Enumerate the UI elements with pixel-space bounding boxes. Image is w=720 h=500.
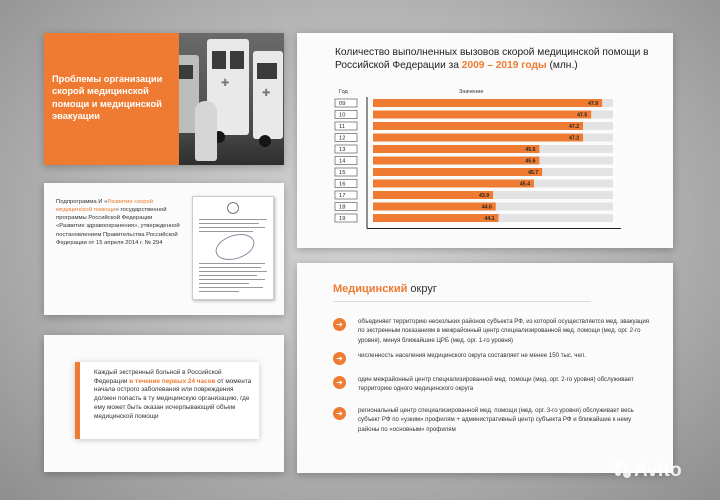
district-bullet bbox=[333, 406, 653, 434]
category-label: 13 bbox=[339, 147, 346, 154]
district-bullet-text: региональный центр специализированной мед. помощи (мед. орг. 3-го уровня) обслуживает весь субъект РФ по «узким» профилям + административный центр субъекта РФ и ближайшие к нему районы по «основным» профилям bbox=[358, 407, 634, 433]
avito-watermark-text: Avito bbox=[634, 460, 682, 481]
district-heading-highlight: Медицинский bbox=[333, 283, 408, 295]
value-header: Значение bbox=[459, 89, 484, 95]
district-bullet bbox=[333, 351, 653, 365]
category-label: 10 bbox=[339, 112, 346, 119]
district-bullet-text: объединяет территорию нескольких районов субъекта РФ, из которой осуществляется мед. эвакуация по экстренным показаниям в межрайонный центр специализированной мед. помощи (мед. орг. 2-го уровня), минуя ближайшие ЦРБ (мед. орг. 1-го уровня) bbox=[358, 318, 650, 344]
district-bullet-text: один межрайонный центр специализированной мед. помощи (мед. орг. 2-го уровня) обслуживает территорию одного медицинского округа bbox=[358, 376, 634, 393]
golden-hours-highlight: в течение первых 24 часов bbox=[129, 377, 216, 385]
category-label: 14 bbox=[339, 158, 346, 165]
medic-figure bbox=[195, 101, 217, 161]
ambulance-shape: ✚ bbox=[253, 51, 283, 139]
heading-divider bbox=[333, 301, 591, 302]
bar bbox=[373, 134, 583, 142]
category-label: 17 bbox=[339, 193, 346, 200]
subprogram-suffix: » государственной программы Российской Федерации «Развитие здравоохранения», утвержденной постановлением Правительства Российской Федерации от 15 апреля 2014 г. № 294 bbox=[56, 207, 180, 246]
bar bbox=[373, 145, 539, 153]
slide-title-text: Проблемы организации скорой медицинской помощи и медицинской эвакуации bbox=[44, 33, 179, 165]
bar bbox=[373, 191, 493, 199]
category-label: 12 bbox=[339, 135, 346, 142]
category-label: 18 bbox=[339, 204, 346, 211]
slide-medical-district bbox=[297, 263, 673, 473]
category-label: 19 bbox=[339, 216, 346, 223]
data-label: 45.6 bbox=[525, 147, 536, 154]
calls-bar-chart bbox=[297, 33, 673, 248]
bar bbox=[373, 99, 602, 107]
data-label: 44.1 bbox=[484, 216, 495, 223]
data-label: 47.5 bbox=[577, 112, 588, 119]
arrow-right-icon: ➔ bbox=[333, 352, 346, 365]
bar bbox=[373, 203, 496, 211]
category-header: Год bbox=[339, 89, 348, 95]
category-label: 11 bbox=[339, 124, 346, 131]
arrow-right-icon: ➔ bbox=[333, 376, 346, 389]
district-bullet bbox=[333, 375, 653, 394]
data-label: 45.7 bbox=[528, 170, 539, 177]
subprogram-text bbox=[56, 198, 180, 247]
bar bbox=[373, 214, 498, 222]
slide-golden-hours bbox=[44, 335, 284, 472]
bar bbox=[373, 168, 542, 176]
data-label: 47.2 bbox=[569, 135, 580, 142]
golden-hours-box bbox=[75, 362, 259, 439]
ambulance-photo bbox=[179, 33, 284, 165]
golden-hours-text-1: Каждый экстренный больной в Российской Федерации bbox=[94, 369, 222, 385]
subprogram-prefix: Подпрограмма И « bbox=[56, 199, 108, 205]
data-label: 43.9 bbox=[479, 193, 490, 200]
data-label: 45.4 bbox=[519, 181, 531, 188]
category-label: 15 bbox=[339, 170, 346, 177]
district-heading bbox=[333, 283, 437, 295]
bar bbox=[373, 180, 534, 188]
subprogram-link: Развитие скорой медицинской помощи bbox=[56, 199, 154, 214]
data-label: 44.0 bbox=[481, 204, 492, 211]
data-label: 47.9 bbox=[588, 101, 599, 108]
emblem-icon bbox=[227, 202, 239, 214]
ambulance-shape: ✚ bbox=[207, 39, 249, 135]
chart-title-2: (млн.) bbox=[546, 60, 578, 72]
decree-document-image bbox=[192, 196, 274, 300]
stamp-icon bbox=[212, 229, 257, 264]
slide-subprogram bbox=[44, 183, 284, 315]
data-label: 47.2 bbox=[569, 124, 580, 131]
avito-watermark bbox=[614, 460, 682, 482]
district-bullet bbox=[333, 317, 653, 345]
chart-title-1: Количество выполненных вызовов скорой медицинской помощи в Российской Федерации за bbox=[335, 47, 649, 72]
district-bullet-text: численность населения медицинского округа составляет не менее 150 тыс. чел. bbox=[358, 352, 586, 359]
chart-title-highlight: 2009 – 2019 годы bbox=[461, 60, 547, 72]
golden-hours-text-2: от момента начала острого заболевания или повреждения должен попасть в ту медицинскую организацию, где ему может быть оказан исчерпывающий объем медицинской помощи bbox=[94, 377, 252, 420]
bar bbox=[373, 111, 591, 119]
slide-chart bbox=[297, 33, 673, 248]
bar bbox=[373, 157, 539, 165]
bar bbox=[373, 122, 583, 130]
arrow-right-icon: ➔ bbox=[333, 318, 346, 331]
category-label: 09 bbox=[339, 101, 346, 108]
wheel bbox=[259, 135, 271, 147]
data-label: 45.6 bbox=[525, 158, 536, 165]
arrow-right-icon: ➔ bbox=[333, 407, 346, 420]
avito-logo-icon bbox=[614, 461, 631, 478]
slide-title bbox=[44, 33, 284, 165]
category-label: 16 bbox=[339, 181, 346, 188]
district-heading-rest: округ bbox=[407, 283, 437, 295]
